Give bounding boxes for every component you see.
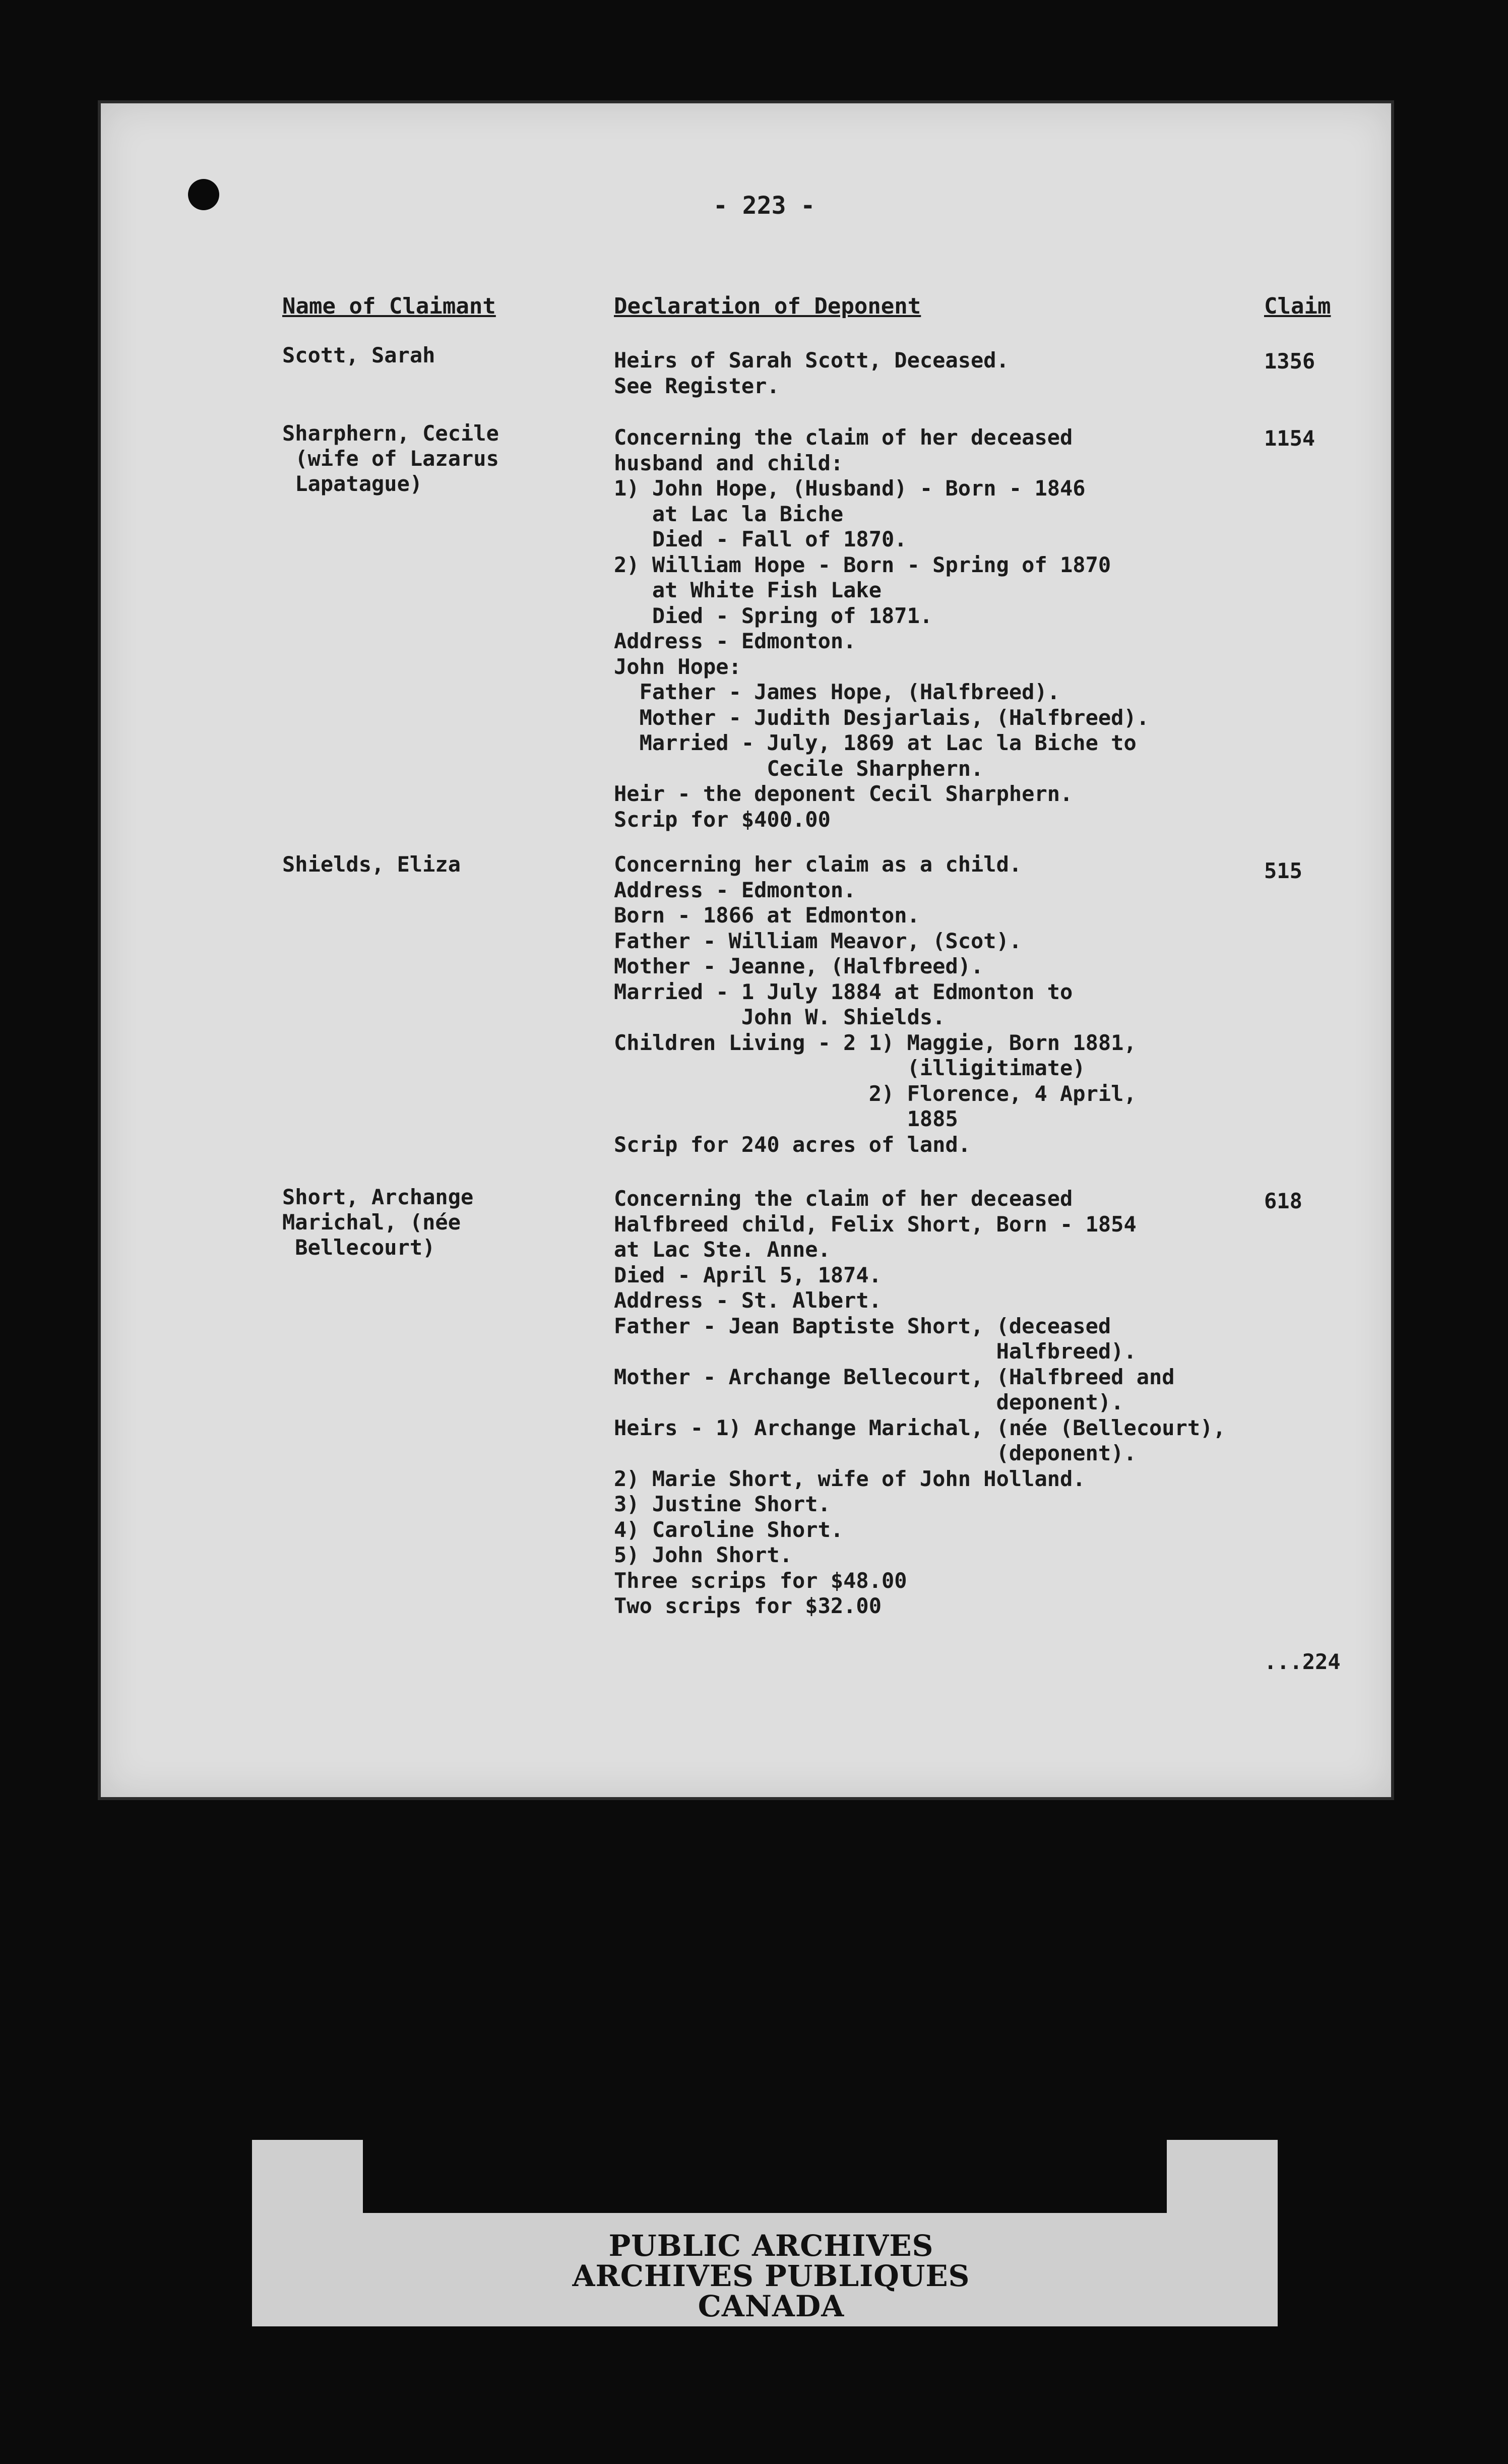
label-card-notch xyxy=(363,2140,1167,2213)
deponent-declaration: Heirs of Sarah Scott, Deceased. See Register. xyxy=(614,348,1009,398)
claimant-name: Short, Archange Marichal, (née Bellecourt) xyxy=(282,1185,474,1260)
page-number: - 223 - xyxy=(713,192,815,220)
header-declaration-of-deponent: Declaration of Deponent xyxy=(614,293,921,319)
archives-line-french: ARCHIVES PUBLIQUES xyxy=(572,2259,970,2293)
archives-stamp xyxy=(504,2231,1038,2321)
claim-number: 1356 xyxy=(1264,349,1315,374)
claimant-name: Shields, Eliza xyxy=(282,852,461,877)
archives-line-country: CANADA xyxy=(698,2289,845,2323)
header-name-of-claimant: Name of Claimant xyxy=(282,293,496,319)
claim-number: 618 xyxy=(1264,1189,1302,1213)
punch-hole xyxy=(188,179,219,210)
header-claim: Claim xyxy=(1264,293,1331,319)
claim-number: 1154 xyxy=(1264,426,1315,451)
archives-line-english: PUBLIC ARCHIVES xyxy=(608,2229,934,2263)
claimant-name: Scott, Sarah xyxy=(282,343,435,367)
continuation-marker: ...224 xyxy=(1264,1649,1341,1674)
deponent-declaration: Concerning her claim as a child. Address - Edmonton. Born - 1866 at Edmonton. Father - William Meavor, (Scot). Mother - Jeanne, (Halfbreed). Married - 1 July 1884 at Edmonton to John W. Shields. Children Living - 2 1) Maggie, Born 1881, (illigitimate) 2) Florence, 4 April, 1885 Scrip for 240 acres of land. xyxy=(614,852,1137,1157)
deponent-declaration: Concerning the claim of her deceased husband and child: 1) John Hope, (Husband) - Born - 1846 at Lac la Biche Died - Fall of 1870. 2) William Hope - Born - Spring of 1870 at White Fish Lake Died - Spring of 1871. Address - Edmonton. John Hope: Father - James Hope, (Halfbreed). Mother - Judith Desjarlais, (Halfbreed). Married - July, 1869 at Lac la Biche to Cecile Sharphern. Heir - the deponent Cecil Sharphern. Scrip for $400.00 xyxy=(614,425,1150,832)
claimant-name: Sharphern, Cecile (wife of Lazarus Lapatague) xyxy=(282,421,499,496)
claim-number: 515 xyxy=(1264,858,1302,883)
deponent-declaration: Concerning the claim of her deceased Halfbreed child, Felix Short, Born - 1854 at Lac Ste. Anne. Died - April 5, 1874. Address - St. Albert. Father - Jean Baptiste Short, (deceased Halfbreed). Mother - Archange Bellecourt, (Halfbreed and deponent). Heirs - 1) Archange Marichal, (née (Bellecourt), (deponent). 2) Marie Short, wife of John Holland. 3) Justine Short. 4) Caroline Short. 5) John Short. Three scrips for $48.00 Two scrips for $32.00 xyxy=(614,1186,1226,1618)
